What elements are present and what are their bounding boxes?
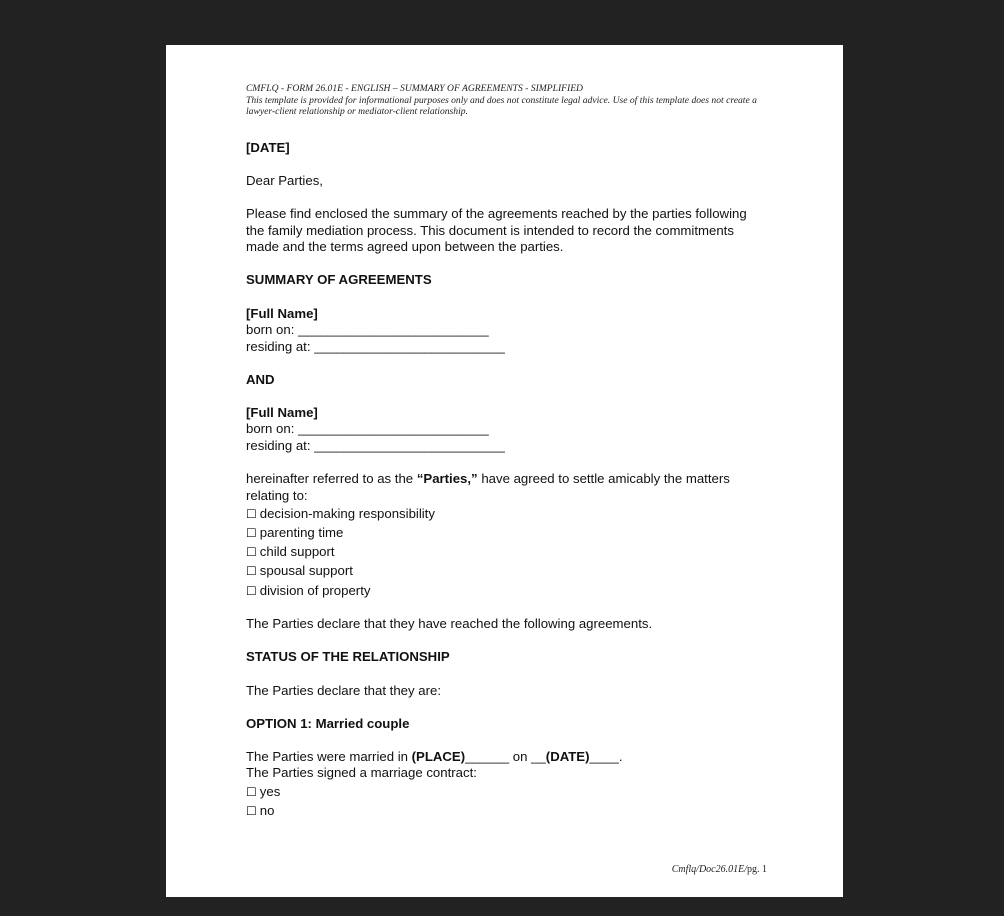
party2-born-line [246,421,489,438]
matter-label: division of property [259,583,371,598]
date-placeholder: [DATE] [246,140,290,155]
checkbox-icon[interactable]: ☐ [246,545,257,559]
matters-intro-post: have agreed to settle amicably the matters relating to: [246,471,730,503]
page-number: pg. 1 [747,864,767,875]
matter-item-decision-making[interactable] [246,506,435,523]
footer-doc-ref: Cmflq/Doc26.01E/ [671,864,747,875]
residing-blank: __________________________ [314,438,505,453]
and-label: AND [246,372,275,387]
married-mid: ______ on __ [465,749,546,764]
married-pre: The Parties were married in [246,749,412,764]
contract-option-yes[interactable] [246,784,280,801]
residing-blank: __________________________ [314,339,505,354]
form-title: CMFLQ - FORM 26.01E - ENGLISH – SUMMARY OF AGREEMENTS - SIMPLIFIED [246,83,583,94]
checkbox-icon[interactable]: ☐ [246,804,257,818]
party1-name: [Full Name] [246,306,318,321]
intro-paragraph: Please find enclosed the summary of the agreements reached by the parties following the family mediation process. This document is intended to record the commitments made and the terms agreed upon between the parties. [246,206,747,255]
matter-item-parenting-time[interactable] [246,525,343,542]
salutation: Dear Parties, [246,173,323,188]
page-footer [672,864,767,875]
checkbox-icon[interactable]: ☐ [246,564,257,578]
party1-born-line [246,322,489,339]
status-heading: STATUS OF THE RELATIONSHIP [246,649,450,664]
born-blank: __________________________ [298,322,489,337]
party2-name: [Full Name] [246,405,318,420]
matter-item-division-of-property[interactable] [246,583,370,600]
residing-label: residing at: [246,339,315,354]
option-label: no [259,803,275,818]
matter-item-spousal-support[interactable] [246,563,353,580]
option-label: yes [259,784,281,799]
summary-heading: SUMMARY OF AGREEMENTS [246,272,432,287]
matter-item-child-support[interactable] [246,544,335,561]
option1-heading: OPTION 1: Married couple [246,716,410,731]
checkbox-icon[interactable]: ☐ [246,785,257,799]
checkbox-icon[interactable]: ☐ [246,526,257,540]
document-header [246,83,766,118]
married-post: ____. [589,749,623,764]
matters-intro [246,471,746,504]
checkbox-icon[interactable]: ☐ [246,507,257,521]
contract-option-no[interactable] [246,803,274,820]
matter-label: child support [259,544,335,559]
party2-residing-line [246,438,505,455]
contract-question: The Parties signed a marriage contract: [246,765,477,780]
matter-label: spousal support [259,563,353,578]
married-line [246,749,623,766]
matter-label: parenting time [259,525,344,540]
agreements-statement: The Parties declare that they have reached the following agreements. [246,616,653,631]
place-placeholder: (PLACE) [411,749,466,764]
born-label: born on: [246,421,299,436]
status-intro: The Parties declare that they are: [246,683,441,698]
date-placeholder-inline: (DATE) [545,749,590,764]
residing-label: residing at: [246,438,315,453]
disclaimer: This template is provided for informational purposes only and does not constitute legal advice. Use of this template does not create a lawyer-client relationship or mediator-client relationship. [246,94,757,117]
matter-label: decision-making responsibility [259,506,435,521]
matters-intro-pre: hereinafter referred to as the [246,471,417,486]
document-page [166,45,843,897]
checkbox-icon[interactable]: ☐ [246,584,257,598]
born-blank: __________________________ [298,421,489,436]
born-label: born on: [246,322,299,337]
party1-residing-line [246,339,505,356]
parties-defined-term: “Parties,” [416,471,478,486]
